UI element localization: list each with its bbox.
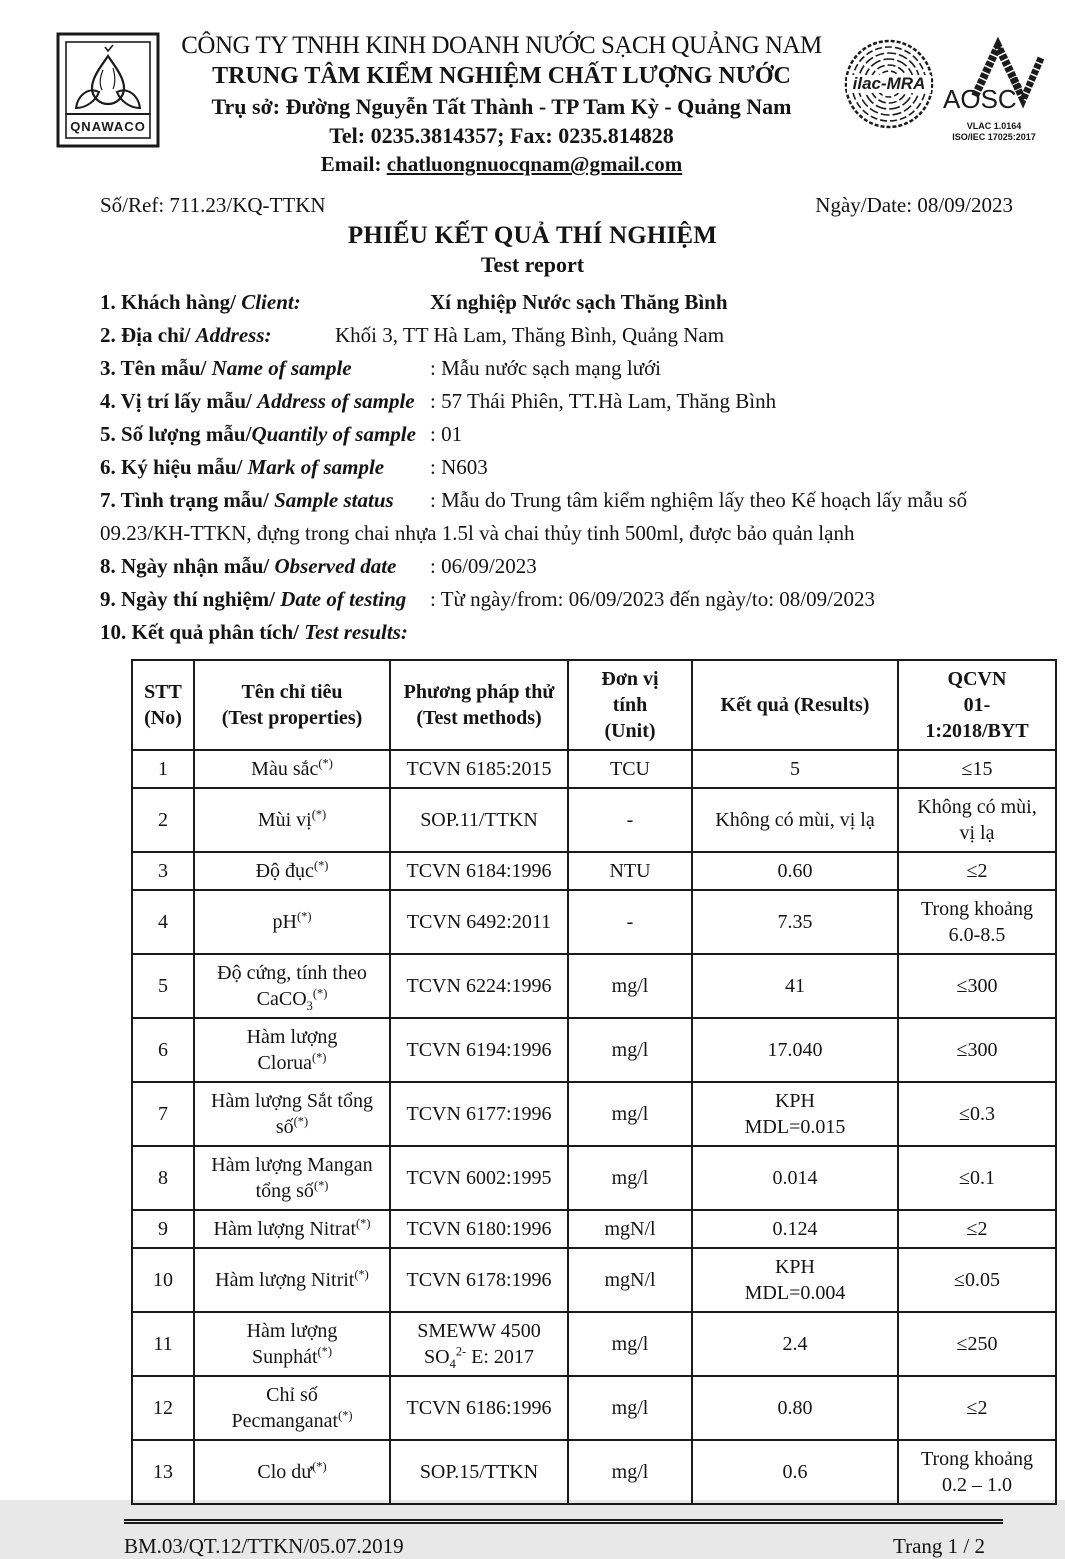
info-label-en: Date of testing — [280, 587, 407, 611]
footer-divider — [124, 1519, 1003, 1524]
col-header-unit: Đơn vị tính (Unit) — [568, 660, 692, 750]
cell-test-method: SMEWW 4500 $SO_4^{2-}$ E: 2017 — [390, 1312, 568, 1376]
cell-result: Không có mùi, vị lạ — [692, 788, 898, 852]
table-row — [132, 890, 1056, 954]
client-value: Xí nghiệp Nước sạch Thăng Bình — [430, 290, 728, 314]
sample-info — [100, 286, 1025, 649]
cell-no: 4 — [132, 890, 194, 954]
cell-no: 2 — [132, 788, 194, 852]
aosc-logo-text: AOSC — [943, 84, 1017, 114]
cell-no: 6 — [132, 1018, 194, 1082]
col-header-qcvn-limit: QCVN 01- 1:2018/BYT — [898, 660, 1056, 750]
cell-no: 12 — [132, 1376, 194, 1440]
cell-test-property: Độ đục(*) — [194, 852, 390, 890]
col-header-no: STT (No) — [132, 660, 194, 750]
address-value: Khối 3, TT Hà Lam, Thăng Bình, Quảng Nam — [335, 323, 725, 347]
accreditation-logos — [843, 32, 1047, 144]
table-row — [132, 750, 1056, 788]
sample-status-value: : Mẫu do Trung tâm kiểm nghiệm lấy theo Kế hoạch lấy mẫu số 09.23/KH-TTKN, đựng trong chai nhựa 1.5l và chai thủy tinh 500ml, được bảo quản lạnh — [100, 488, 968, 545]
info-label: 1. Khách hàng/ — [100, 290, 242, 314]
info-label: 3. Tên mẫu/ — [100, 356, 212, 380]
page-title: PHIẾU KẾT QUẢ THÍ NGHIỆM — [347, 222, 718, 249]
head-office-address: Trụ sở: Đường Nguyễn Tất Thành - TP Tam Kỳ - Quảng Nam — [211, 94, 792, 119]
cell-result: KPH MDL=0.004 — [692, 1248, 898, 1312]
cell-qcvn-limit: ≤300 — [898, 954, 1056, 1018]
observed-date-value: : 06/09/2023 — [430, 554, 537, 578]
cell-test-method: TCVN 6178:1996 — [390, 1248, 568, 1312]
info-label: 7. Tình trạng mẫu/ — [100, 488, 275, 512]
cell-unit: mgN/l — [568, 1248, 692, 1312]
info-item-sample-status — [100, 484, 1025, 550]
cell-no: 3 — [132, 852, 194, 890]
table-row — [132, 1440, 1056, 1504]
cell-result: 17.040 — [692, 1018, 898, 1082]
cell-test-method: TCVN 6177:1996 — [390, 1082, 568, 1146]
info-label: 2. Địa chỉ/ — [100, 323, 196, 347]
ilac-mra-logo — [843, 38, 935, 135]
cell-test-method: SOP.11/TTKN — [390, 788, 568, 852]
info-item-sample-mark — [100, 451, 1025, 484]
email-link[interactable]: chatluongnuocqnam@gmail.com — [386, 152, 683, 176]
col-header-test-properties: Tên chỉ tiêu (Test properties) — [194, 660, 390, 750]
cell-test-method: TCVN 6002:1995 — [390, 1146, 568, 1210]
info-label: 4. Vị trí lấy mẫu/ — [100, 389, 258, 413]
col-header-results: Kết quả (Results) — [692, 660, 898, 750]
ilac-mra-logo-text: ilac-MRA — [852, 74, 926, 93]
info-label: 8. Ngày nhận mẫu/ — [100, 554, 275, 578]
ref-number: Số/Ref: 711.23/KQ-TTKN — [100, 193, 326, 217]
aosc-logo — [941, 38, 1047, 144]
results-table — [131, 659, 1057, 1505]
ref-date-row — [100, 193, 1013, 218]
cell-unit: - — [568, 890, 692, 954]
cell-test-property: Hàm lượng Nitrit(*) — [194, 1248, 390, 1312]
cell-test-method: TCVN 6492:2011 — [390, 890, 568, 954]
cell-test-method: TCVN 6194:1996 — [390, 1018, 568, 1082]
letterhead — [0, 24, 1065, 177]
table-row — [132, 1312, 1056, 1376]
report-date: Ngày/Date: 08/09/2023 — [815, 193, 1013, 217]
cell-qcvn-limit: Trong khoảng 0.2 – 1.0 — [898, 1440, 1056, 1504]
cell-test-method: TCVN 6185:2015 — [390, 750, 568, 788]
cell-test-property: Mùi vị(*) — [194, 788, 390, 852]
cell-no: 7 — [132, 1082, 194, 1146]
cell-qcvn-limit: ≤2 — [898, 852, 1056, 890]
cell-result: 41 — [692, 954, 898, 1018]
cell-result: 0.6 — [692, 1440, 898, 1504]
info-label: 5. Số lượng mẫu/ — [100, 422, 252, 446]
cell-result: 0.124 — [692, 1210, 898, 1248]
table-row — [132, 954, 1056, 1018]
cell-test-method: TCVN 6184:1996 — [390, 852, 568, 890]
page-number: Trang 1 / 2 — [893, 1534, 985, 1558]
qnawaco-logo — [56, 32, 160, 148]
cell-unit: mg/l — [568, 1146, 692, 1210]
table-header-row — [132, 660, 1056, 750]
info-label-en: Address: — [195, 323, 272, 347]
cell-qcvn-limit: ≤0.1 — [898, 1146, 1056, 1210]
logo-check-mark — [105, 45, 113, 51]
cell-no: 11 — [132, 1312, 194, 1376]
info-item-testing-date — [100, 583, 1025, 616]
table-row — [132, 852, 1056, 890]
cell-result: 5 — [692, 750, 898, 788]
right-hand-icon — [117, 90, 140, 108]
info-label-en: Sample status — [274, 488, 394, 512]
cell-qcvn-limit: Trong khoảng 6.0-8.5 — [898, 890, 1056, 954]
email-line — [164, 152, 839, 177]
col-header-test-methods: Phương pháp thử (Test methods) — [390, 660, 568, 750]
info-label-en: Address of sample — [257, 389, 415, 413]
cell-qcvn-limit: ≤0.3 — [898, 1082, 1056, 1146]
testing-date-value: : Từ ngày/from: 06/09/2023 đến ngày/to: 08/09/2023 — [430, 587, 875, 611]
aosc-vlac-line: VLAC 1.0164 — [966, 121, 1022, 131]
qnawaco-logo-graphic — [56, 32, 160, 148]
cell-result: 2.4 — [692, 1312, 898, 1376]
cell-qcvn-limit: ≤0.05 — [898, 1248, 1056, 1312]
info-item-sample-quantity — [100, 418, 1025, 451]
cell-unit: mg/l — [568, 1082, 692, 1146]
cell-no: 5 — [132, 954, 194, 1018]
cell-test-method: TCVN 6186:1996 — [390, 1376, 568, 1440]
letterhead-text — [160, 32, 843, 177]
cell-qcvn-limit: ≤2 — [898, 1376, 1056, 1440]
cell-no: 9 — [132, 1210, 194, 1248]
cell-test-property: pH(*) — [194, 890, 390, 954]
info-label-en: Name of sample — [211, 356, 352, 380]
info-label-en: Quantily of sample — [251, 422, 416, 446]
cell-no: 13 — [132, 1440, 194, 1504]
email-label: Email: — [320, 152, 387, 176]
cell-no: 1 — [132, 750, 194, 788]
info-item-observed-date — [100, 550, 1025, 583]
company-name: CÔNG TY TNHH KINH DOANH NƯỚC SẠCH QUẢNG NAM — [181, 32, 822, 59]
cell-qcvn-limit: ≤15 — [898, 750, 1056, 788]
info-label: 9. Ngày thí nghiệm/ — [100, 587, 281, 611]
left-hand-icon — [76, 90, 99, 108]
cell-qcvn-limit: ≤300 — [898, 1018, 1056, 1082]
cell-unit: - — [568, 788, 692, 852]
cell-result: 7.35 — [692, 890, 898, 954]
cell-no: 10 — [132, 1248, 194, 1312]
cell-result: KPH MDL=0.015 — [692, 1082, 898, 1146]
info-label-en: Mark of sample — [247, 455, 385, 479]
info-label-en: Observed date — [274, 554, 397, 578]
page-subtitle: Test report — [480, 252, 585, 277]
table-row — [132, 1018, 1056, 1082]
cell-qcvn-limit: ≤250 — [898, 1312, 1056, 1376]
table-row — [132, 1082, 1056, 1146]
cell-test-method: SOP.15/TTKN — [390, 1440, 568, 1504]
info-label: 6. Ký hiệu mẫu/ — [100, 455, 248, 479]
cell-test-property: Màu sắc(*) — [194, 750, 390, 788]
cell-test-property: Độ cứng, tính theo CaCO$_3$(*) — [194, 954, 390, 1018]
cell-unit: mg/l — [568, 1376, 692, 1440]
cell-result: 0.60 — [692, 852, 898, 890]
info-item-client — [100, 286, 1025, 319]
aosc-iso-line: ISO/IEC 17025:2017 — [952, 132, 1036, 143]
cell-unit: TCU — [568, 750, 692, 788]
cell-test-property: Chỉ số Pecmanganat(*) — [194, 1376, 390, 1440]
cell-test-property: Hàm lượng Mangan tổng số(*) — [194, 1146, 390, 1210]
cell-test-property: Clo dư(*) — [194, 1440, 390, 1504]
info-item-address — [100, 319, 1025, 352]
sample-address-value: : 57 Thái Phiên, TT.Hà Lam, Thăng Bình — [430, 389, 777, 413]
table-row — [132, 1376, 1056, 1440]
tel-fax-line: Tel: 0235.3814357; Fax: 0235.814828 — [329, 123, 674, 148]
qnawaco-logo-text: QNAWACO — [70, 119, 146, 134]
cell-qcvn-limit: ≤2 — [898, 1210, 1056, 1248]
cell-unit: mgN/l — [568, 1210, 692, 1248]
cell-unit: NTU — [568, 852, 692, 890]
cell-qcvn-limit: Không có mùi, vị lạ — [898, 788, 1056, 852]
table-row — [132, 1210, 1056, 1248]
ilac-mra-logo-graphic — [843, 38, 935, 130]
cell-unit: mg/l — [568, 954, 692, 1018]
cell-test-property: Hàm lượng Nitrat(*) — [194, 1210, 390, 1248]
table-row — [132, 788, 1056, 852]
info-label-en: Client: — [241, 290, 301, 314]
info-item-sample-name — [100, 352, 1025, 385]
cell-result: 0.80 — [692, 1376, 898, 1440]
cell-test-property: Hàm lượng Clorua(*) — [194, 1018, 390, 1082]
cell-test-property: Hàm lượng Sắt tổng số(*) — [194, 1082, 390, 1146]
sample-quantity-value: : 01 — [430, 422, 463, 446]
footer-row — [124, 1534, 985, 1559]
cell-unit: mg/l — [568, 1018, 692, 1082]
table-row — [132, 1248, 1056, 1312]
sample-name-value: : Mẫu nước sạch mạng lưới — [430, 356, 662, 380]
cell-unit: mg/l — [568, 1440, 692, 1504]
cell-test-method: TCVN 6180:1996 — [390, 1210, 568, 1248]
cell-unit: mg/l — [568, 1312, 692, 1376]
cell-result: 0.014 — [692, 1146, 898, 1210]
table-row — [132, 1146, 1056, 1210]
center-name: TRUNG TÂM KIỂM NGHIỆM CHẤT LƯỢNG NƯỚC — [212, 63, 791, 89]
aosc-logo-graphic — [941, 38, 1047, 116]
info-label: 10. Kết quả phân tích/ — [100, 620, 305, 644]
cell-test-method: TCVN 6224:1996 — [390, 954, 568, 1018]
sample-mark-value: : N603 — [430, 455, 488, 479]
cell-test-property: Hàm lượng Sunphát(*) — [194, 1312, 390, 1376]
cell-no: 8 — [132, 1146, 194, 1210]
info-item-test-results-heading — [100, 616, 1025, 649]
info-label-en: Test results: — [304, 620, 408, 644]
form-code: BM.03/QT.12/TTKN/05.07.2019 — [124, 1534, 404, 1558]
info-item-sample-address — [100, 385, 1025, 418]
